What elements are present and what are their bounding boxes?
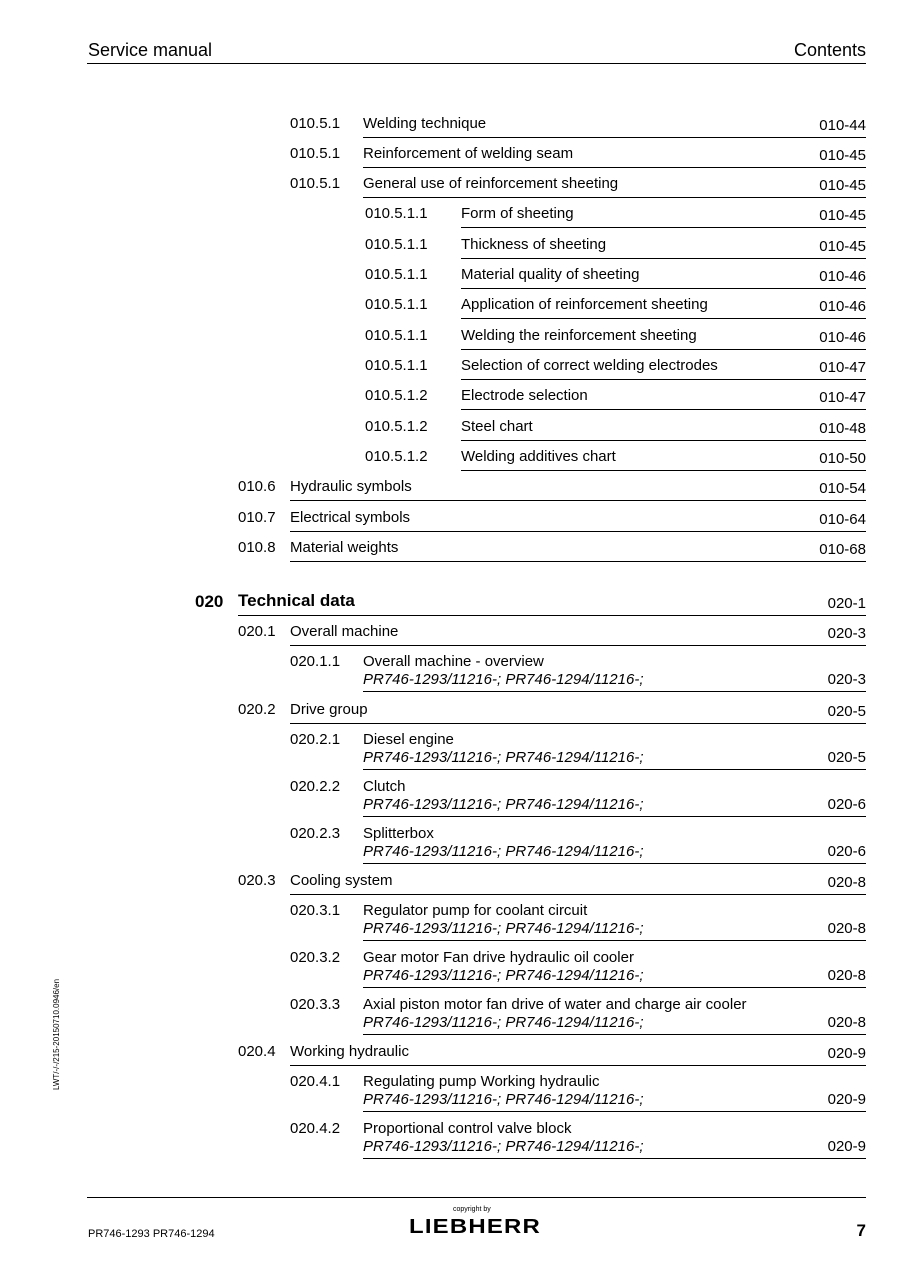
toc-underline <box>461 258 866 259</box>
footer-divider <box>87 1197 866 1198</box>
toc-model-range: PR746-1293/11216-; PR746-1294/11216-; <box>363 967 644 984</box>
toc-model-range: PR746-1293/11216-; PR746-1294/11216-; <box>363 1091 644 1108</box>
toc-underline <box>461 470 866 471</box>
toc-underline <box>461 288 866 289</box>
toc-number: 020.4.2 <box>290 1120 341 1137</box>
toc-page: 020-3 <box>827 671 866 688</box>
page-number: 7 <box>856 1221 866 1240</box>
toc-entry[interactable] <box>0 509 866 533</box>
toc-underline <box>363 1034 866 1035</box>
toc-underline <box>461 409 866 410</box>
toc-underline <box>363 769 866 770</box>
toc-underline <box>363 863 866 864</box>
toc-title: Regulating pump Working hydraulic <box>363 1073 600 1090</box>
toc-page: 010-50 <box>819 450 866 467</box>
toc-title: Proportional control valve block <box>363 1120 572 1137</box>
toc-underline <box>290 500 866 501</box>
toc-entry[interactable] <box>0 418 866 442</box>
footer-models: PR746-1293 PR746-1294 <box>88 1228 215 1240</box>
toc-title: Working hydraulic <box>290 1043 409 1060</box>
toc-number: 010.5.1.1 <box>365 236 428 253</box>
toc-page: 010-46 <box>819 268 866 285</box>
toc-model-range: PR746-1293/11216-; PR746-1294/11216-; <box>363 843 644 860</box>
toc-entry[interactable] <box>0 731 866 766</box>
toc-underline <box>363 816 866 817</box>
toc-entry[interactable] <box>0 701 866 725</box>
toc-number: 010.7 <box>238 509 276 526</box>
toc-entry[interactable] <box>0 145 866 169</box>
toc-underline <box>363 1111 866 1112</box>
toc-number: 020.2 <box>238 701 276 718</box>
toc-page: 020-9 <box>827 1045 866 1062</box>
toc-entry[interactable] <box>0 949 866 984</box>
toc-model-range: PR746-1293/11216-; PR746-1294/11216-; <box>363 671 644 688</box>
toc-page: 010-64 <box>819 511 866 528</box>
toc-page: 010-45 <box>819 207 866 224</box>
toc-title: Welding additives chart <box>461 448 616 465</box>
toc-page: 010-46 <box>819 298 866 315</box>
toc-number: 010.5.1.2 <box>365 418 428 435</box>
toc-entry[interactable] <box>0 205 866 229</box>
toc-page: 020-8 <box>827 920 866 937</box>
toc-page: 020-5 <box>827 749 866 766</box>
header-section: Contents <box>793 40 866 60</box>
toc-number: 020 <box>195 592 224 611</box>
toc-page: 010-45 <box>819 177 866 194</box>
toc-page: 020-8 <box>827 874 866 891</box>
toc-title: Axial piston motor fan drive of water and charge air cooler <box>363 996 747 1013</box>
toc-entry[interactable] <box>0 623 866 647</box>
toc-underline <box>290 531 866 532</box>
toc-title: Material quality of sheeting <box>461 266 640 283</box>
toc-model-range: PR746-1293/11216-; PR746-1294/11216-; <box>363 796 644 813</box>
toc-page: 020-3 <box>827 625 866 642</box>
toc-number: 010.5.1.1 <box>365 266 428 283</box>
toc-title: Material weights <box>290 539 399 556</box>
toc-number: 020.2.1 <box>290 731 341 748</box>
toc-entry[interactable] <box>0 115 866 139</box>
toc-model-range: PR746-1293/11216-; PR746-1294/11216-; <box>363 1138 644 1155</box>
toc-underline <box>461 379 866 380</box>
toc-page: 010-47 <box>819 359 866 376</box>
toc-underline <box>363 137 866 138</box>
toc-entry[interactable] <box>0 448 866 472</box>
toc-number: 020.3 <box>238 872 276 889</box>
toc-number: 020.3.3 <box>290 996 341 1013</box>
toc-entry[interactable] <box>0 872 866 896</box>
toc-title: Electrical symbols <box>290 509 411 526</box>
toc-underline <box>290 723 866 724</box>
liebherr-logo <box>408 1216 542 1236</box>
toc-number: 010.5.1.1 <box>365 205 428 222</box>
toc-page: 020-8 <box>827 1014 866 1031</box>
toc-page: 020-9 <box>827 1091 866 1108</box>
toc-number: 020.1 <box>238 623 276 640</box>
toc-title: Overall machine - overview <box>363 653 544 670</box>
toc-number: 020.4 <box>238 1043 276 1060</box>
toc-entry[interactable] <box>0 1120 866 1155</box>
toc-underline <box>363 167 866 168</box>
toc-page: 010-46 <box>819 329 866 346</box>
toc-underline <box>363 197 866 198</box>
toc-underline <box>290 894 866 895</box>
toc-title: Clutch <box>363 778 406 795</box>
toc-title: Selection of correct welding electrodes <box>461 357 718 374</box>
toc-model-range: PR746-1293/11216-; PR746-1294/11216-; <box>363 749 644 766</box>
toc-entry[interactable] <box>0 1043 866 1067</box>
toc-title: Hydraulic symbols <box>290 478 412 495</box>
toc-entry[interactable] <box>0 539 866 563</box>
toc-page: 010-45 <box>819 238 866 255</box>
toc-number: 020.1.1 <box>290 653 341 670</box>
svg-text:LIEBHERR: LIEBHERR <box>409 1216 541 1236</box>
toc-underline <box>290 645 866 646</box>
toc-title: Reinforcement of welding seam <box>363 145 574 162</box>
toc-page: 010-47 <box>819 389 866 406</box>
toc-page: 010-48 <box>819 420 866 437</box>
toc-entry[interactable] <box>0 1073 866 1108</box>
toc-underline <box>363 987 866 988</box>
toc-entry[interactable] <box>0 387 866 411</box>
toc-title: Thickness of sheeting <box>461 236 607 253</box>
header-title: Service manual <box>88 40 213 60</box>
toc-title: Technical data <box>238 591 355 610</box>
toc-title: Regulator pump for coolant circuit <box>363 902 588 919</box>
toc-entry[interactable] <box>0 902 866 937</box>
toc-number: 020.2.3 <box>290 825 341 842</box>
toc-underline <box>238 615 866 616</box>
toc-underline <box>461 227 866 228</box>
document-code: LWT/-/-/215-20150710.0946/en <box>52 978 61 1090</box>
toc-model-range: PR746-1293/11216-; PR746-1294/11216-; <box>363 920 644 937</box>
toc-entry[interactable] <box>0 996 866 1031</box>
toc-underline <box>461 440 866 441</box>
toc-page: 020-5 <box>827 703 866 720</box>
toc-title: Drive group <box>290 701 368 718</box>
toc-page: 020-8 <box>827 967 866 984</box>
toc-model-range: PR746-1293/11216-; PR746-1294/11216-; <box>363 1014 644 1031</box>
toc-number: 010.8 <box>238 539 276 556</box>
toc-entry[interactable] <box>0 357 866 381</box>
toc-number: 010.5.1.2 <box>365 387 428 404</box>
toc-underline <box>290 1065 866 1066</box>
toc-entry[interactable] <box>0 296 866 320</box>
toc-entry[interactable] <box>0 175 866 199</box>
toc-underline <box>363 1158 866 1159</box>
toc-number: 010.5.1.1 <box>365 357 428 374</box>
toc-underline <box>363 691 866 692</box>
toc-entry[interactable] <box>0 778 866 813</box>
toc-page: 010-44 <box>819 117 866 134</box>
toc-number: 010.5.1.1 <box>365 327 428 344</box>
toc-entry[interactable] <box>0 236 866 260</box>
toc-number: 010.5.1.1 <box>365 296 428 313</box>
toc-entry[interactable] <box>0 825 866 860</box>
toc-number: 020.3.1 <box>290 902 341 919</box>
toc-title: Cooling system <box>290 872 393 889</box>
toc-page: 020-6 <box>827 796 866 813</box>
toc-entry[interactable] <box>0 266 866 290</box>
toc-number: 020.2.2 <box>290 778 341 795</box>
toc-chapter[interactable] <box>0 593 866 617</box>
toc-number: 010.6 <box>238 478 276 495</box>
toc-title: Gear motor Fan drive hydraulic oil cooler <box>363 949 634 966</box>
toc-number: 010.5.1 <box>290 175 341 192</box>
toc-underline <box>290 561 866 562</box>
toc-page: 010-45 <box>819 147 866 164</box>
toc-underline <box>363 940 866 941</box>
toc-number: 010.5.1 <box>290 115 341 132</box>
toc-entry[interactable] <box>0 478 866 502</box>
toc-title: Overall machine <box>290 623 399 640</box>
toc-entry[interactable] <box>0 327 866 351</box>
toc-page: 010-54 <box>819 480 866 497</box>
toc-title: General use of reinforcement sheeting <box>363 175 619 192</box>
toc-title: Diesel engine <box>363 731 454 748</box>
toc-title: Splitterbox <box>363 825 434 842</box>
toc-page: 020-1 <box>827 595 866 612</box>
toc-page: 020-9 <box>827 1138 866 1155</box>
toc-page: 020-6 <box>827 843 866 860</box>
toc-page: 010-68 <box>819 541 866 558</box>
toc-number: 020.4.1 <box>290 1073 341 1090</box>
toc-number: 020.3.2 <box>290 949 341 966</box>
toc-title: Electrode selection <box>461 387 588 404</box>
toc-title: Welding the reinforcement sheeting <box>461 327 697 344</box>
toc-underline <box>461 349 866 350</box>
toc-title: Welding technique <box>363 115 487 132</box>
toc-number: 010.5.1 <box>290 145 341 162</box>
toc-number: 010.5.1.2 <box>365 448 428 465</box>
toc-title: Form of sheeting <box>461 205 574 222</box>
copyright-label: copyright by <box>453 1206 491 1213</box>
toc-underline <box>461 318 866 319</box>
toc-title: Application of reinforcement sheeting <box>461 296 708 313</box>
toc-entry[interactable] <box>0 653 866 688</box>
toc-title: Steel chart <box>461 418 533 435</box>
